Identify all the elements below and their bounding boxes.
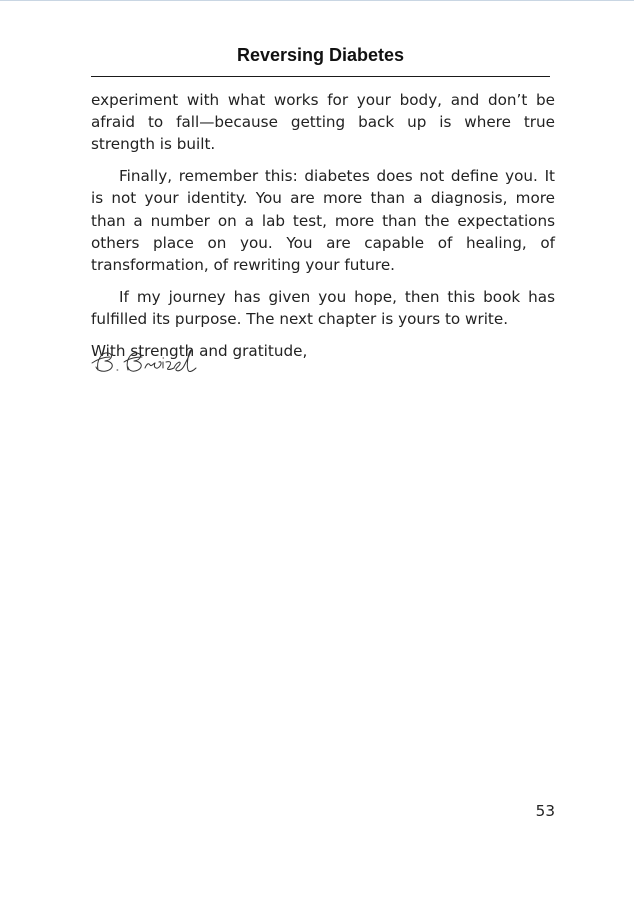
paragraph-journey: If my journey has given you hope, then this book has fulfilled its purpose. The next chapter is yours to write. xyxy=(91,287,555,328)
header-divider xyxy=(91,76,550,77)
body-text xyxy=(91,89,555,371)
page-number: 53 xyxy=(535,802,555,820)
page-top-edge xyxy=(0,0,634,1)
paragraph-finally: Finally, remember this: diabetes does not define you. It is not your identity. You are more than a diagnosis, more than a number on a lab test, more than the expectations others place on you. You are capable of healing, of transformation, of rewriting your future. xyxy=(91,167,555,274)
closing-line: With strength and gratitude, xyxy=(91,341,308,360)
handwritten-signature xyxy=(88,346,208,380)
paragraph-continuation: experiment with what works for your body, and don’t be afraid to fall—because getting back up is where true strength is built. xyxy=(91,91,555,154)
running-header-title: Reversing Diabetes xyxy=(236,45,405,65)
